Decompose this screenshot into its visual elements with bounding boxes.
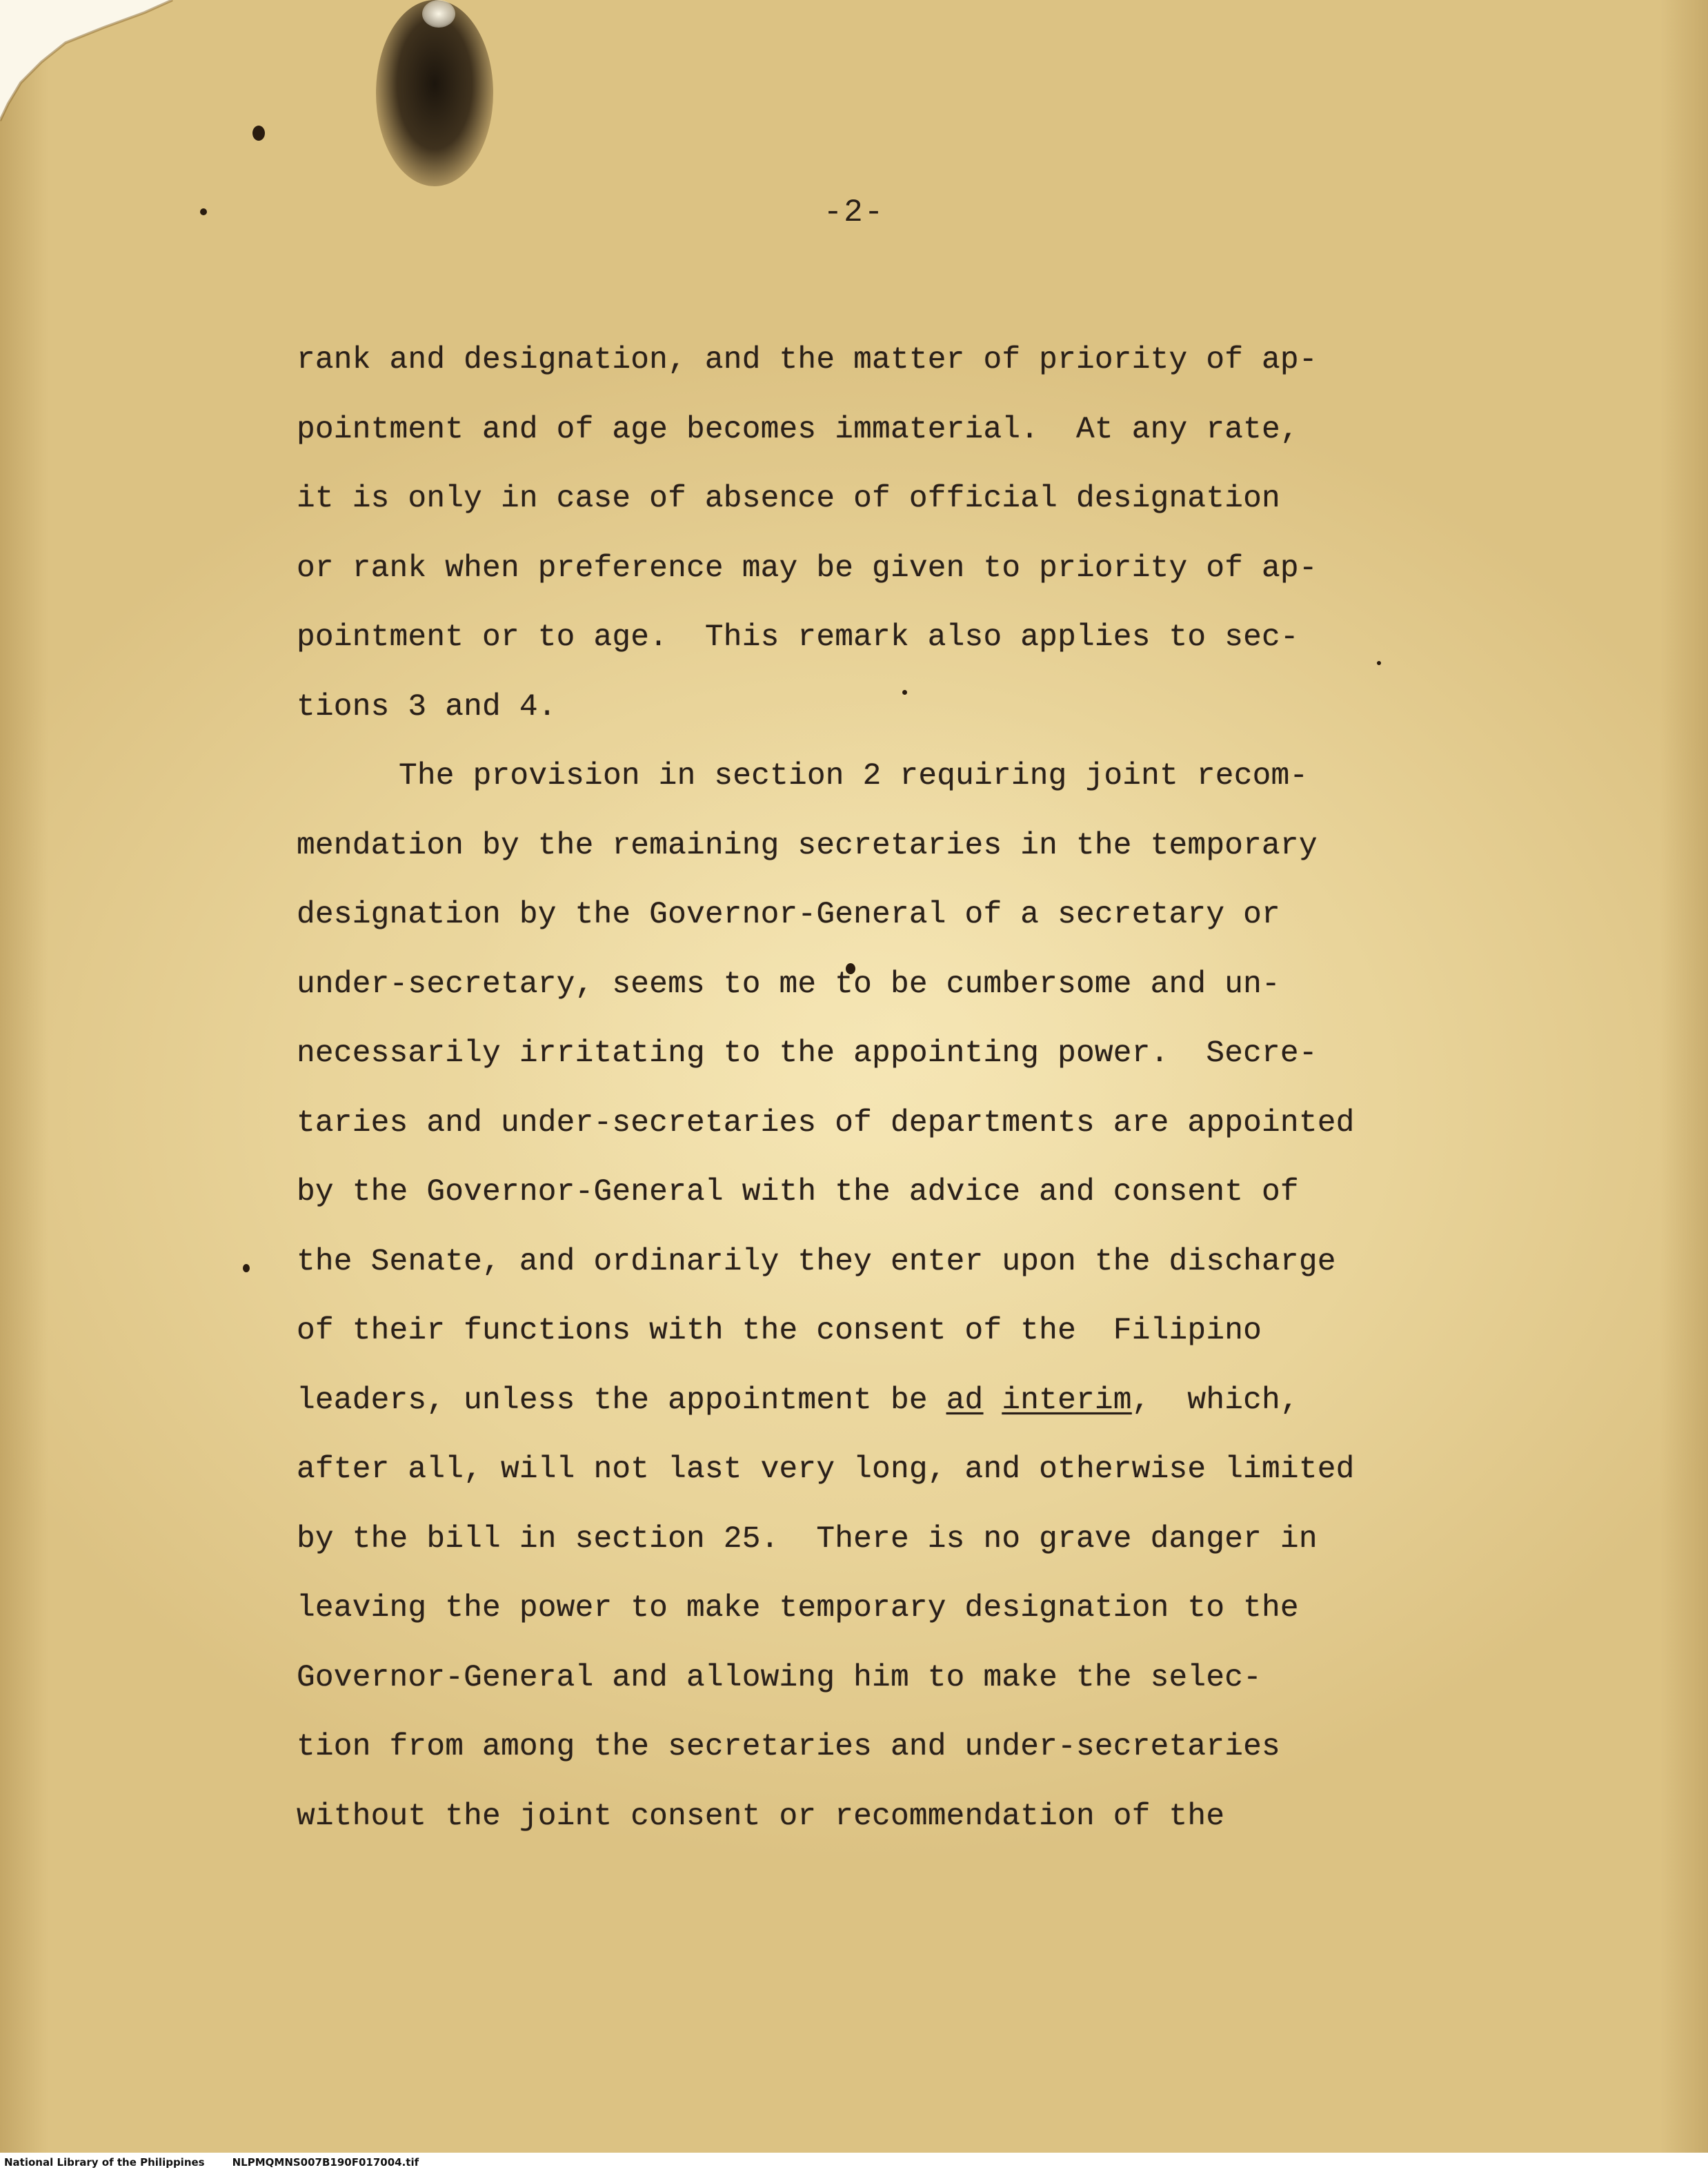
text-line: or rank when preference may be given to priority of ap- bbox=[297, 551, 1318, 586]
text-line: taries and under-secretaries of departments are appointed bbox=[297, 1105, 1355, 1141]
text-line: tion from among the secretaries and under-secretaries bbox=[297, 1730, 1280, 1764]
text-line bbox=[297, 1366, 1538, 1436]
paper-edge-shadow-right bbox=[1660, 0, 1708, 2153]
text-segment: leaders, unless the appointment be bbox=[297, 1383, 946, 1418]
footer-file-id: NLPMQMNS007B190F017004.tif bbox=[232, 2156, 419, 2169]
text-line: rank and designation, and the matter of priority of ap- bbox=[297, 343, 1318, 377]
text-line: leaving the power to make temporary designation to the bbox=[297, 1591, 1299, 1626]
text-line: pointment or to age. This remark also applies to sec- bbox=[297, 620, 1299, 655]
text-line: it is only in case of absence of official designation bbox=[297, 482, 1280, 516]
footer-library-name: National Library of the Philippines bbox=[4, 2156, 205, 2169]
typed-body-text bbox=[297, 326, 1538, 1851]
text-line: by the bill in section 25. There is no grave danger in bbox=[297, 1521, 1318, 1557]
text-line: without the joint consent or recommendation of the bbox=[297, 1799, 1225, 1834]
text-line: the Senate, and ordinarily they enter upon the discharge bbox=[297, 1244, 1336, 1279]
paper-edge-shadow-left bbox=[0, 0, 48, 2153]
burn-hole bbox=[422, 0, 455, 28]
text-line: pointment and of age becomes immaterial. At any rate, bbox=[297, 412, 1299, 447]
text-line: tions 3 and 4. bbox=[297, 689, 557, 724]
text-segment bbox=[983, 1383, 1002, 1418]
ink-spot bbox=[252, 126, 265, 141]
text-line: necessarily irritating to the appointing power. Secre- bbox=[297, 1036, 1318, 1071]
burn-stain bbox=[376, 0, 493, 186]
text-segment: , which, bbox=[1131, 1383, 1299, 1418]
text-line: after all, will not last very long, and otherwise limited bbox=[297, 1452, 1355, 1487]
ink-spot bbox=[243, 1264, 250, 1272]
text-line: under-secretary, seems to me to be cumbersome and un- bbox=[297, 967, 1280, 1002]
text-line: by the Governor-General with the advice and consent of bbox=[297, 1175, 1299, 1210]
text-line: Governor-General and allowing him to make the selec- bbox=[297, 1660, 1262, 1695]
text-line: The provision in section 2 requiring joint recom- bbox=[399, 759, 1309, 793]
archive-footer bbox=[0, 2153, 1708, 2172]
page-number: -2- bbox=[823, 195, 885, 230]
underlined-term: ad bbox=[946, 1383, 984, 1418]
text-line: of their functions with the consent of the Filipino bbox=[297, 1314, 1262, 1348]
text-line: designation by the Governor-General of a secretary or bbox=[297, 898, 1280, 932]
underlined-term: interim bbox=[1002, 1383, 1132, 1418]
torn-corner bbox=[0, 0, 179, 131]
text-line: mendation by the remaining secretaries in the temporary bbox=[297, 828, 1318, 863]
